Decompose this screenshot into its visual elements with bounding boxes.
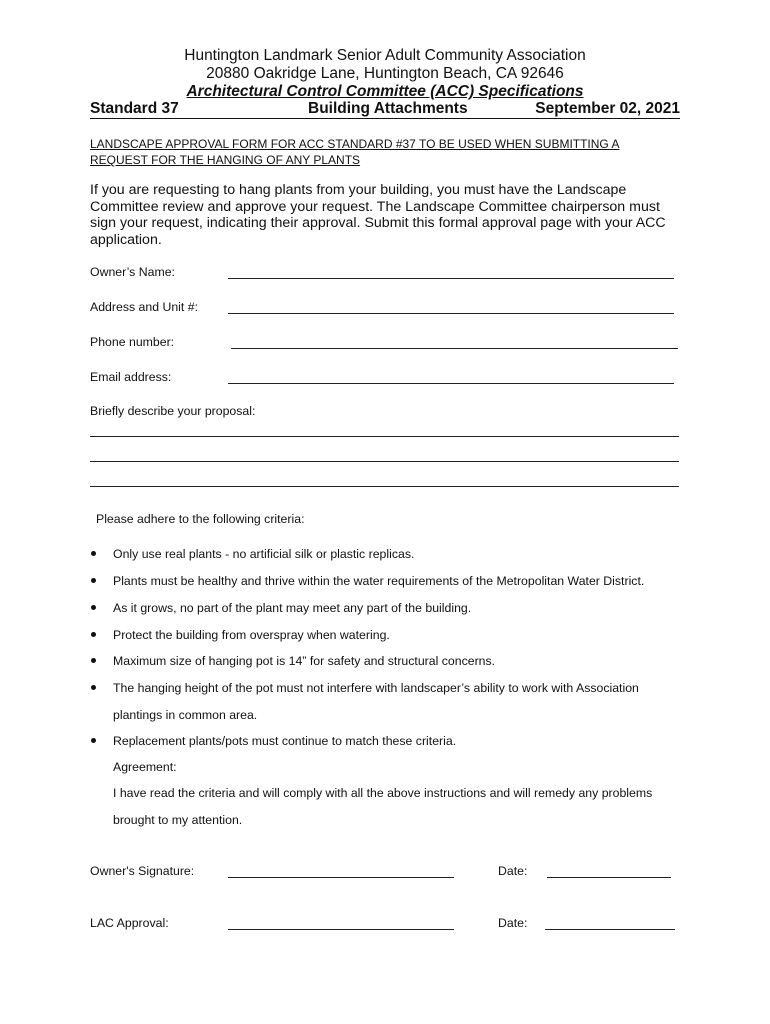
date-label-lac: Date: [498, 916, 528, 930]
criteria-item: The hanging height of the pot must not interfere with landscaper’s ability to work with Association [113, 681, 639, 695]
criteria-item: Replacement plants/pots must continue to match these criteria. [113, 734, 457, 748]
criteria-heading: Please adhere to the following criteria: [96, 512, 305, 526]
address-unit-field[interactable] [228, 313, 674, 314]
owner-name-field[interactable] [228, 278, 674, 279]
bullet-icon [91, 658, 96, 663]
owner-signature-field[interactable] [228, 877, 454, 878]
criteria-item: Protect the building from overspray when watering. [113, 628, 390, 642]
agreement-line2: brought to my attention. [113, 813, 243, 827]
criteria-item: Plants must be healthy and thrive within the water requirements of the Metropolitan Water District. [113, 574, 645, 588]
standard-number: Standard 37 [90, 100, 179, 117]
criteria-item: As it grows, no part of the plant may meet any part of the building. [113, 601, 472, 615]
owner-name-label: Owner’s Name: [90, 265, 175, 279]
bullet-icon [91, 605, 96, 610]
lac-date-field[interactable] [545, 929, 675, 930]
criteria-item-continued: plantings in common area. [113, 708, 258, 722]
lac-approval-field[interactable] [228, 929, 454, 930]
date-label-owner: Date: [498, 864, 528, 878]
committee-title: Architectural Control Committee (ACC) Specifications [186, 83, 584, 100]
phone-field[interactable] [231, 348, 678, 349]
email-label: Email address: [90, 370, 172, 384]
standard-row [90, 100, 680, 119]
association-address: 20880 Oakridge Lane, Huntington Beach, CA 92646 [206, 65, 564, 82]
phone-label: Phone number: [90, 335, 175, 349]
bullet-icon [91, 578, 96, 583]
bullet-icon [91, 685, 96, 690]
association-name: Huntington Landmark Senior Adult Community Association [184, 47, 586, 64]
address-unit-label: Address and Unit #: [90, 300, 199, 314]
criteria-item: Only use real plants - no artificial silk or plastic replicas. [113, 547, 415, 561]
bullet-icon [91, 738, 96, 743]
standard-date: September 02, 2021 [535, 100, 680, 117]
proposal-line-2[interactable] [90, 461, 679, 462]
standard-topic: Building Attachments [308, 100, 468, 117]
email-field[interactable] [228, 383, 674, 384]
owner-date-field[interactable] [547, 877, 671, 878]
proposal-line-1[interactable] [90, 436, 679, 437]
owner-signature-label: Owner's Signature: [90, 864, 195, 878]
lac-approval-label: LAC Approval: [90, 916, 169, 930]
agreement-label: Agreement: [113, 760, 177, 774]
proposal-label: Briefly describe your proposal: [90, 404, 256, 418]
criteria-item: Maximum size of hanging pot is 14” for safety and structural concerns. [113, 654, 496, 668]
form-title-line1: LANDSCAPE APPROVAL FORM FOR ACC STANDARD #37 TO BE USED WHEN SUBMITTING A [90, 137, 620, 151]
intro-paragraph: If you are requesting to hang plants from your building, you must have the Landscape Committee review and approve your request. The Landscape Committee chairperson must sign your request, indicating their approval. Submit this formal approval page with your ACC application. [90, 182, 666, 248]
form-title-line2: REQUEST FOR THE HANGING OF ANY PLANTS [90, 153, 361, 167]
bullet-icon [91, 551, 96, 556]
proposal-line-3[interactable] [90, 486, 679, 487]
bullet-icon [91, 632, 96, 637]
agreement-line1: I have read the criteria and will comply with all the above instructions and will remedy any problems [113, 786, 653, 800]
